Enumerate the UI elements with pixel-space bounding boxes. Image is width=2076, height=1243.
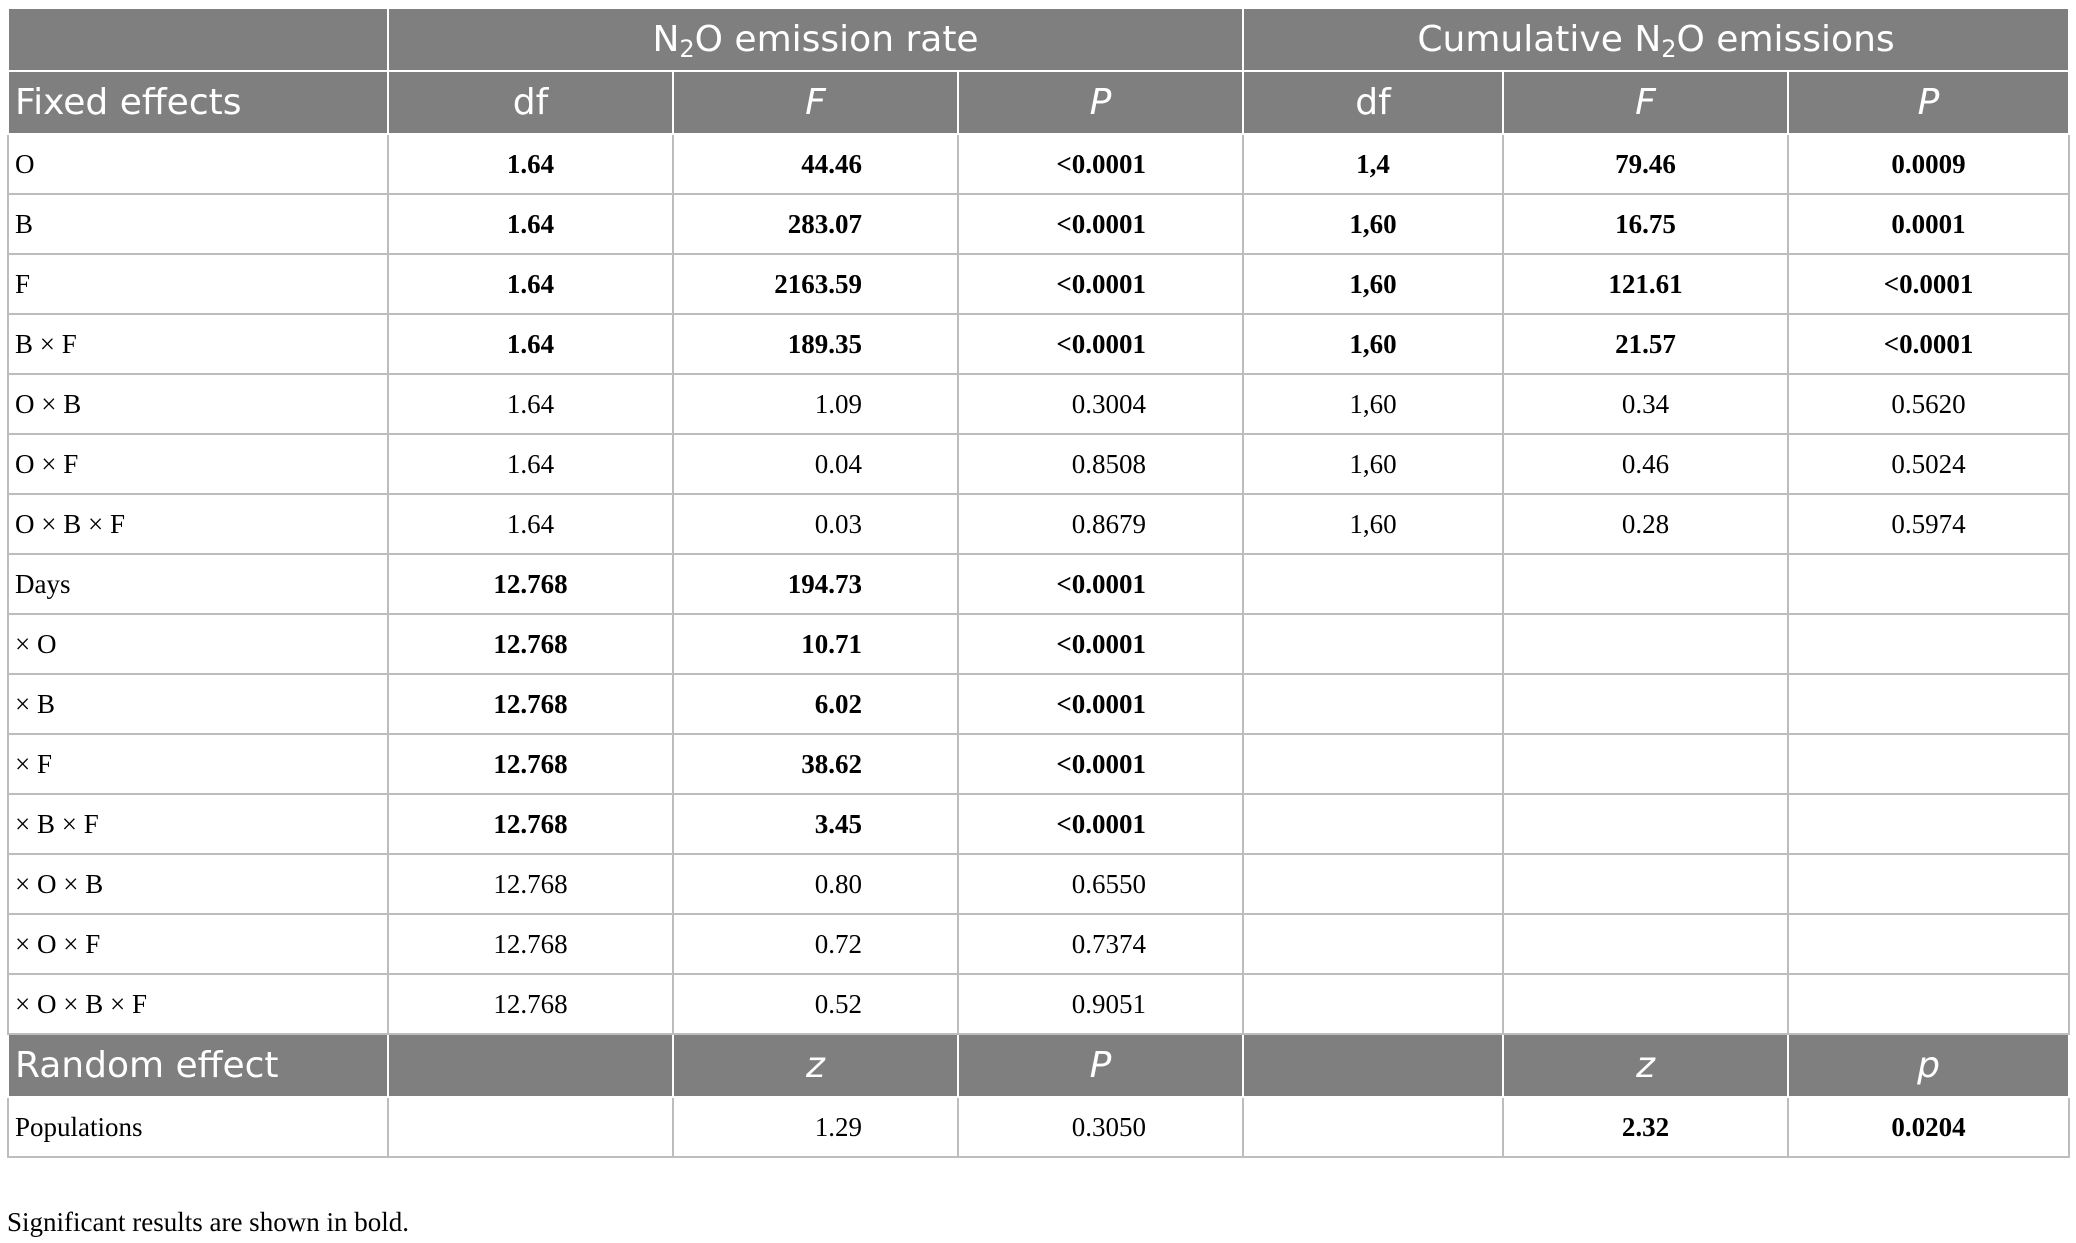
cell-p: <0.0001 <box>958 134 1243 194</box>
fixed-effects-body <box>8 134 2069 1034</box>
cell-f: 283.07 <box>673 194 958 254</box>
cell-f <box>1503 854 1788 914</box>
col-header-df: df <box>1243 71 1503 134</box>
random-effects-body <box>8 1034 2069 1157</box>
cell-p <box>1788 674 2069 734</box>
cell-z: 2.32 <box>1503 1097 1788 1157</box>
cell-f: 38.62 <box>673 734 958 794</box>
table-row <box>8 854 2069 914</box>
table-row <box>8 494 2069 554</box>
table-row <box>8 554 2069 614</box>
cell-p <box>1788 854 2069 914</box>
table-row <box>8 974 2069 1034</box>
cell-df: 1.64 <box>388 314 673 374</box>
cell-f <box>1503 614 1788 674</box>
cell-df: 12.768 <box>388 854 673 914</box>
cell-f <box>1503 794 1788 854</box>
row-label: Populations <box>8 1097 388 1157</box>
cell-p: <0.0001 <box>958 614 1243 674</box>
cell-df: 12.768 <box>388 794 673 854</box>
cell-f: 16.75 <box>1503 194 1788 254</box>
cell-p: 0.6550 <box>958 854 1243 914</box>
cell-df: 1.64 <box>388 134 673 194</box>
cell-p: 0.0204 <box>1788 1097 2069 1157</box>
table-row <box>8 1097 2069 1157</box>
row-label: F <box>8 254 388 314</box>
results-table-container <box>7 7 2068 1158</box>
table-row <box>8 194 2069 254</box>
table-row <box>8 674 2069 734</box>
cell-f: 0.03 <box>673 494 958 554</box>
cell-df <box>1243 974 1503 1034</box>
column-header-row <box>8 71 2069 134</box>
cell-p: <0.0001 <box>958 554 1243 614</box>
table-row <box>8 314 2069 374</box>
cell-f: 0.80 <box>673 854 958 914</box>
cell-z: 1.29 <box>673 1097 958 1157</box>
cell-p: 0.9051 <box>958 974 1243 1034</box>
row-label: × O <box>8 614 388 674</box>
col-header-z: z <box>673 1034 958 1097</box>
cell-df <box>1243 854 1503 914</box>
row-label: B <box>8 194 388 254</box>
cell-p: 0.7374 <box>958 914 1243 974</box>
cell-p: <0.0001 <box>958 794 1243 854</box>
cell-df: 12.768 <box>388 734 673 794</box>
table-row <box>8 374 2069 434</box>
cell-p <box>1788 554 2069 614</box>
cell-df <box>1243 554 1503 614</box>
col-header-z: z <box>1503 1034 1788 1097</box>
row-label: × B <box>8 674 388 734</box>
cell-p: <0.0001 <box>958 674 1243 734</box>
cell-df <box>1243 794 1503 854</box>
cell-p <box>1788 914 2069 974</box>
col-header-p: P <box>958 1034 1243 1097</box>
cell-df <box>388 1097 673 1157</box>
cell-df: 1,60 <box>1243 194 1503 254</box>
table-row <box>8 434 2069 494</box>
cell-p <box>1788 614 2069 674</box>
group-header-row <box>8 8 2069 71</box>
cell-p: 0.0001 <box>1788 194 2069 254</box>
emission-rate-group-header: $N_2O$ emission rate <box>388 8 1243 71</box>
cell-df: 1.64 <box>388 494 673 554</box>
cell-f: 79.46 <box>1503 134 1788 194</box>
row-label: × O × B <box>8 854 388 914</box>
cell-f: 0.28 <box>1503 494 1788 554</box>
cell-df <box>1243 734 1503 794</box>
results-table <box>7 7 2070 1158</box>
cumulative-emissions-group-header: Cumulative $N_2O$ emissions <box>1243 8 2069 71</box>
col-header-empty <box>388 1034 673 1097</box>
cell-p: 0.8508 <box>958 434 1243 494</box>
cell-df <box>1243 674 1503 734</box>
fixed-effects-header: Fixed effects <box>8 71 388 134</box>
cell-df: 1,4 <box>1243 134 1503 194</box>
cell-f: 0.72 <box>673 914 958 974</box>
cell-df: 1,60 <box>1243 314 1503 374</box>
cell-p <box>1788 734 2069 794</box>
cell-f: 194.73 <box>673 554 958 614</box>
cell-df <box>1243 614 1503 674</box>
cell-df: 1,60 <box>1243 494 1503 554</box>
cell-f <box>1503 734 1788 794</box>
cell-p: <0.0001 <box>958 194 1243 254</box>
empty-header-cell <box>8 8 388 71</box>
cell-df <box>1243 1097 1503 1157</box>
cell-df: 12.768 <box>388 554 673 614</box>
cell-df <box>1243 914 1503 974</box>
cell-df: 1,60 <box>1243 254 1503 314</box>
cell-f <box>1503 674 1788 734</box>
random-header-row <box>8 1034 2069 1097</box>
col-header-f: F <box>1503 71 1788 134</box>
table-footnote: Significant results are shown in bold. <box>7 1207 409 1237</box>
cell-f: 1.09 <box>673 374 958 434</box>
cell-p: 0.5974 <box>1788 494 2069 554</box>
cell-df: 12.768 <box>388 974 673 1034</box>
cell-p: <0.0001 <box>1788 314 2069 374</box>
cell-p: 0.3050 <box>958 1097 1243 1157</box>
col-header-df: df <box>388 71 673 134</box>
cell-p: 0.5024 <box>1788 434 2069 494</box>
cell-f <box>1503 974 1788 1034</box>
table-row <box>8 734 2069 794</box>
cell-p: 0.3004 <box>958 374 1243 434</box>
cell-df: 1.64 <box>388 374 673 434</box>
cell-f: 189.35 <box>673 314 958 374</box>
cell-df: 1.64 <box>388 194 673 254</box>
cell-f: 121.61 <box>1503 254 1788 314</box>
cell-df: 12.768 <box>388 914 673 974</box>
table-row <box>8 914 2069 974</box>
cell-p <box>1788 974 2069 1034</box>
table-row <box>8 614 2069 674</box>
cell-p <box>1788 794 2069 854</box>
table-row <box>8 254 2069 314</box>
table-row <box>8 794 2069 854</box>
row-label: × O × B × F <box>8 974 388 1034</box>
col-header-empty <box>1243 1034 1503 1097</box>
row-label: O × B × F <box>8 494 388 554</box>
cell-p: 0.0009 <box>1788 134 2069 194</box>
cell-df: 1,60 <box>1243 434 1503 494</box>
cell-df: 1,60 <box>1243 374 1503 434</box>
row-label: × B × F <box>8 794 388 854</box>
col-header-f: F <box>673 71 958 134</box>
col-header-p: P <box>1788 71 2069 134</box>
cell-p: <0.0001 <box>958 734 1243 794</box>
row-label: × F <box>8 734 388 794</box>
cell-df: 12.768 <box>388 614 673 674</box>
cell-p: 0.8679 <box>958 494 1243 554</box>
row-label: O <box>8 134 388 194</box>
cell-f: 0.46 <box>1503 434 1788 494</box>
cell-f: 0.34 <box>1503 374 1788 434</box>
cell-df: 1.64 <box>388 254 673 314</box>
row-label: O × B <box>8 374 388 434</box>
row-label: × O × F <box>8 914 388 974</box>
cell-p: <0.0001 <box>958 314 1243 374</box>
cell-f: 10.71 <box>673 614 958 674</box>
cell-df: 12.768 <box>388 674 673 734</box>
row-label: B × F <box>8 314 388 374</box>
cell-f: 6.02 <box>673 674 958 734</box>
table-row <box>8 134 2069 194</box>
cell-f: 3.45 <box>673 794 958 854</box>
cell-f: 2163.59 <box>673 254 958 314</box>
cell-f: 0.04 <box>673 434 958 494</box>
cell-p: <0.0001 <box>1788 254 2069 314</box>
cell-p: 0.5620 <box>1788 374 2069 434</box>
cell-f: 0.52 <box>673 974 958 1034</box>
cell-f: 21.57 <box>1503 314 1788 374</box>
row-label: O × F <box>8 434 388 494</box>
cell-f <box>1503 554 1788 614</box>
cell-f: 44.46 <box>673 134 958 194</box>
col-header-p: p <box>1788 1034 2069 1097</box>
row-label: Days <box>8 554 388 614</box>
col-header-p: P <box>958 71 1243 134</box>
cell-df: 1.64 <box>388 434 673 494</box>
cell-f <box>1503 914 1788 974</box>
cell-p: <0.0001 <box>958 254 1243 314</box>
random-effect-header: Random effect <box>8 1034 388 1097</box>
